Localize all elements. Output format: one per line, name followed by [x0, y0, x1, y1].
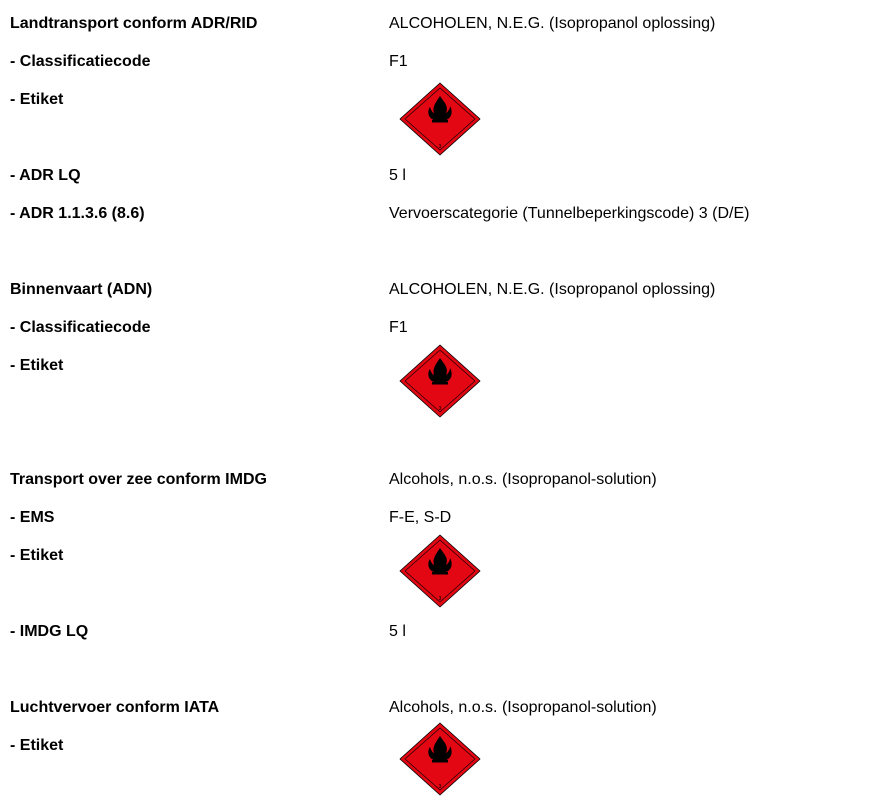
flammable-liquid-class-3-icon	[399, 722, 481, 796]
hazard-diamond-svg	[399, 344, 481, 418]
ems-label: - EMS	[10, 509, 55, 526]
classification-code-label: - Classificatiecode	[10, 319, 151, 336]
proper-shipping-name-adr-rid: ALCOHOLEN, N.E.G. (Isopropanol oplossing)	[389, 15, 716, 32]
adr-tunnel-code-label: - ADR 1.1.3.6 (8.6)	[10, 205, 145, 222]
section-heading-adr-rid: Landtransport conform ADR/RID	[10, 15, 258, 32]
section-heading-iata: Luchtvervoer conform IATA	[10, 699, 220, 716]
classification-code-value: F1	[389, 319, 408, 336]
svg-text:3: 3	[438, 596, 442, 602]
flammable-liquid-class-3-icon	[399, 534, 481, 608]
hazard-diamond-svg	[399, 722, 481, 796]
proper-shipping-name-imdg: Alcohols, n.o.s. (Isopropanol-solution)	[389, 471, 657, 488]
label-row-label: - Etiket	[10, 357, 64, 374]
proper-shipping-name-iata: Alcohols, n.o.s. (Isopropanol-solution)	[389, 699, 657, 716]
section-heading-adn: Binnenvaart (ADN)	[10, 281, 153, 298]
label-row-label: - Etiket	[10, 91, 64, 108]
flammable-liquid-class-3-icon	[399, 82, 481, 156]
label-row-label: - Etiket	[10, 737, 64, 754]
ems-value: F-E, S-D	[389, 509, 452, 526]
classification-code-value: F1	[389, 53, 408, 70]
section-heading-imdg: Transport over zee conform IMDG	[10, 471, 267, 488]
svg-text:3: 3	[438, 406, 442, 412]
hazard-diamond-svg	[399, 534, 481, 608]
proper-shipping-name-adn: ALCOHOLEN, N.E.G. (Isopropanol oplossing)	[389, 281, 716, 298]
adr-tunnel-code-value: Vervoerscategorie (Tunnelbeperkingscode) 3 (D/E)	[389, 205, 750, 222]
adr-lq-label: - ADR LQ	[10, 167, 81, 184]
imdg-lq-value: 5 l	[389, 623, 406, 640]
classification-code-label: - Classificatiecode	[10, 53, 151, 70]
hazard-diamond-svg	[399, 82, 481, 156]
svg-text:3: 3	[438, 784, 442, 790]
flammable-liquid-class-3-icon	[399, 344, 481, 418]
adr-lq-value: 5 l	[389, 167, 406, 184]
label-row-label: - Etiket	[10, 547, 64, 564]
svg-text:3: 3	[438, 144, 442, 150]
imdg-lq-label: - IMDG LQ	[10, 623, 89, 640]
